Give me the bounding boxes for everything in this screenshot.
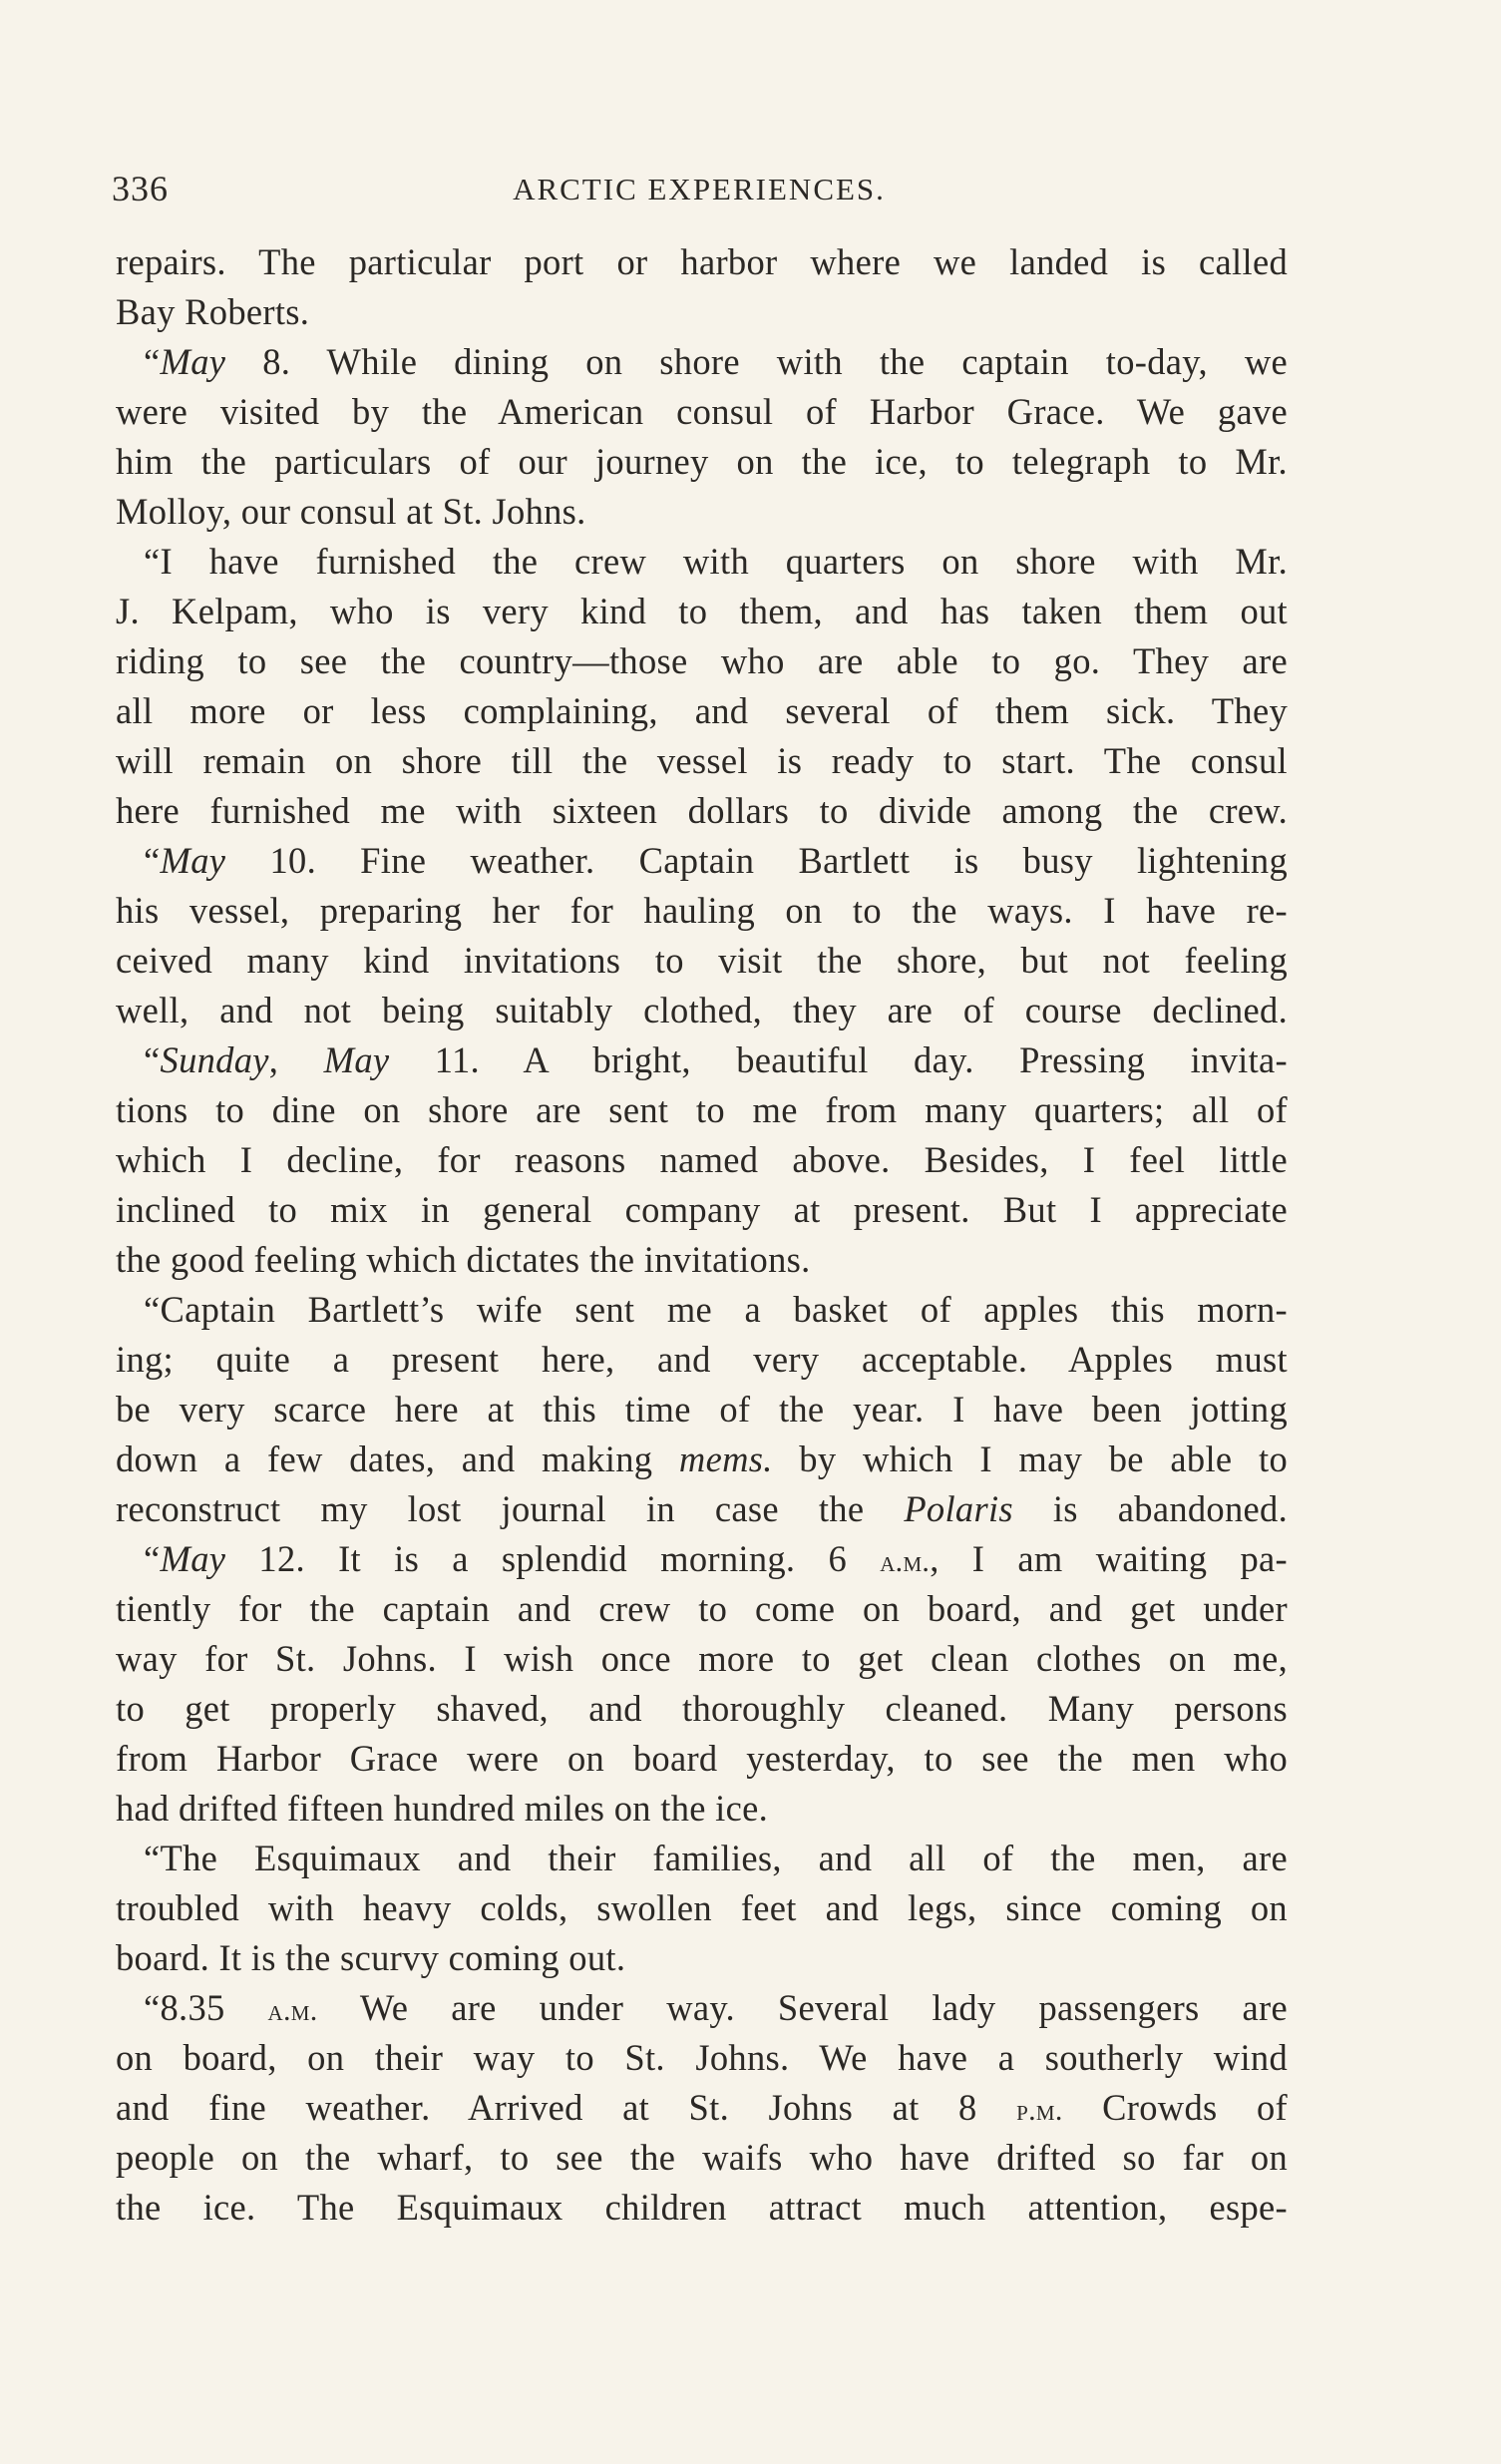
text-line — [116, 1435, 1288, 1484]
line-segment: down a few dates, and making — [116, 1438, 679, 1479]
time-small-caps: a.m. — [880, 1545, 931, 1578]
text-line — [116, 1534, 1288, 1584]
date-italic: May — [160, 341, 226, 382]
time-small-caps: a.m. — [267, 1994, 318, 2027]
text-line: J. Kelpam, who is very kind to them, and has taken them out — [116, 591, 1288, 631]
date-italic: May — [160, 840, 226, 881]
text-line: from Harbor Grace were on board yesterday, to see the men who — [116, 1738, 1288, 1779]
text-line: ceived many kind invitations to visit the shore, but not feeling — [116, 940, 1288, 981]
text-line: well, and not being suitably clothed, they are of course declined. — [116, 990, 1288, 1030]
text-line — [116, 1983, 1288, 2033]
text-line: the ice. The Esquimaux children attract much attention, espe- — [116, 2187, 1288, 2228]
line-segment: 10. Fine weather. Captain Bartlett is busy lightening — [225, 840, 1288, 881]
quote-mark: “ — [144, 1039, 161, 1080]
text-line: repairs. The particular port or harbor where we landed is called — [116, 241, 1288, 282]
line-segment: reconstruct my lost journal in case the — [116, 1488, 905, 1529]
text-line: all more or less complaining, and several of them sick. They — [116, 690, 1288, 731]
running-head — [112, 168, 1287, 217]
text-line — [116, 2083, 1288, 2133]
page-number: 336 — [112, 169, 169, 208]
ship-name-italic: Polaris — [904, 1488, 1013, 1529]
text-line: which I decline, for reasons named above. Besides, I feel little — [116, 1139, 1288, 1180]
date-italic: May — [160, 1538, 226, 1579]
line-segment: 12. It is a splendid morning. 6 — [225, 1538, 881, 1579]
line-segment: and fine weather. Arrived at St. Johns at 8 — [116, 2087, 1017, 2128]
text-line: be very scarce here at this time of the year. I have been jotting — [116, 1389, 1288, 1430]
text-line: him the particulars of our journey on the ice, to telegraph to Mr. — [116, 441, 1288, 482]
text-line: way for St. Johns. I wish once more to get clean clothes on me, — [116, 1638, 1288, 1679]
line-segment: , I am waiting pa- — [930, 1538, 1288, 1579]
text-line: riding to see the country—those who are able to go. They are — [116, 640, 1288, 681]
text-line: ing; quite a present here, and very acceptable. Apples must — [116, 1339, 1288, 1380]
text-line: on board, on their way to St. Johns. We have a southerly wind — [116, 2037, 1288, 2078]
line-segment: 11. A bright, beautiful day. Pressing invita- — [389, 1039, 1288, 1080]
text-line — [116, 1035, 1288, 1085]
text-line: had drifted fifteen hundred miles on the ice. — [116, 1788, 769, 1829]
text-line: tions to dine on shore are sent to me from many quarters; all of — [116, 1089, 1288, 1130]
text-line: board. It is the scurvy coming out. — [116, 1937, 626, 1978]
text-line: “Captain Bartlett’s wife sent me a basket of apples this morn- — [144, 1289, 1288, 1330]
line-segment: , — [268, 1039, 324, 1080]
text-line: inclined to mix in general company at present. But I appreciate — [116, 1189, 1288, 1230]
line-segment: by which I may be able to — [772, 1438, 1288, 1479]
time-small-caps: p.m. — [1016, 2094, 1063, 2127]
text-line: people on the wharf, to see the waifs who have drifted so far on — [116, 2137, 1288, 2178]
text-line: troubled with heavy colds, swollen feet and legs, since coming on — [116, 1887, 1288, 1928]
date-italic: May — [323, 1039, 390, 1080]
text-line: were visited by the American consul of Harbor Grace. We gave — [116, 391, 1288, 432]
text-line: “I have furnished the crew with quarters on shore with Mr. — [144, 541, 1288, 582]
text-line — [116, 337, 1288, 387]
text-line: the good feeling which dictates the invitations. — [116, 1239, 811, 1280]
running-title: ARCTIC EXPERIENCES. — [513, 172, 886, 206]
mems-italic: mems. — [678, 1438, 773, 1479]
text-line — [116, 1484, 1288, 1534]
text-line: Bay Roberts. — [116, 291, 310, 332]
body-text — [116, 237, 1288, 2233]
text-line: to get properly shaved, and thoroughly cleaned. Many persons — [116, 1688, 1288, 1729]
quote-mark: “ — [144, 840, 161, 881]
text-line: will remain on shore till the vessel is ready to start. The consul — [116, 740, 1288, 781]
text-line — [116, 836, 1288, 886]
text-line: “The Esquimaux and their families, and all of the men, are — [144, 1838, 1288, 1878]
text-line: here furnished me with sixteen dollars to divide among the crew. — [116, 790, 1288, 831]
line-segment: We are under way. Several lady passengers are — [317, 1987, 1288, 2028]
quote-mark: “ — [144, 1538, 161, 1579]
line-segment: Crowds of — [1062, 2087, 1288, 2128]
line-segment: “8.35 — [144, 1987, 268, 2028]
text-line: Molloy, our consul at St. Johns. — [116, 491, 586, 532]
line-segment: 8. While dining on shore with the captain to-day, we — [225, 341, 1288, 382]
quote-mark: “ — [144, 341, 161, 382]
line-segment: is abandoned. — [1012, 1488, 1288, 1529]
text-line: tiently for the captain and crew to come on board, and get under — [116, 1588, 1288, 1629]
day-italic: Sunday — [160, 1039, 269, 1080]
text-line: his vessel, preparing her for hauling on to the ways. I have re- — [116, 890, 1288, 931]
